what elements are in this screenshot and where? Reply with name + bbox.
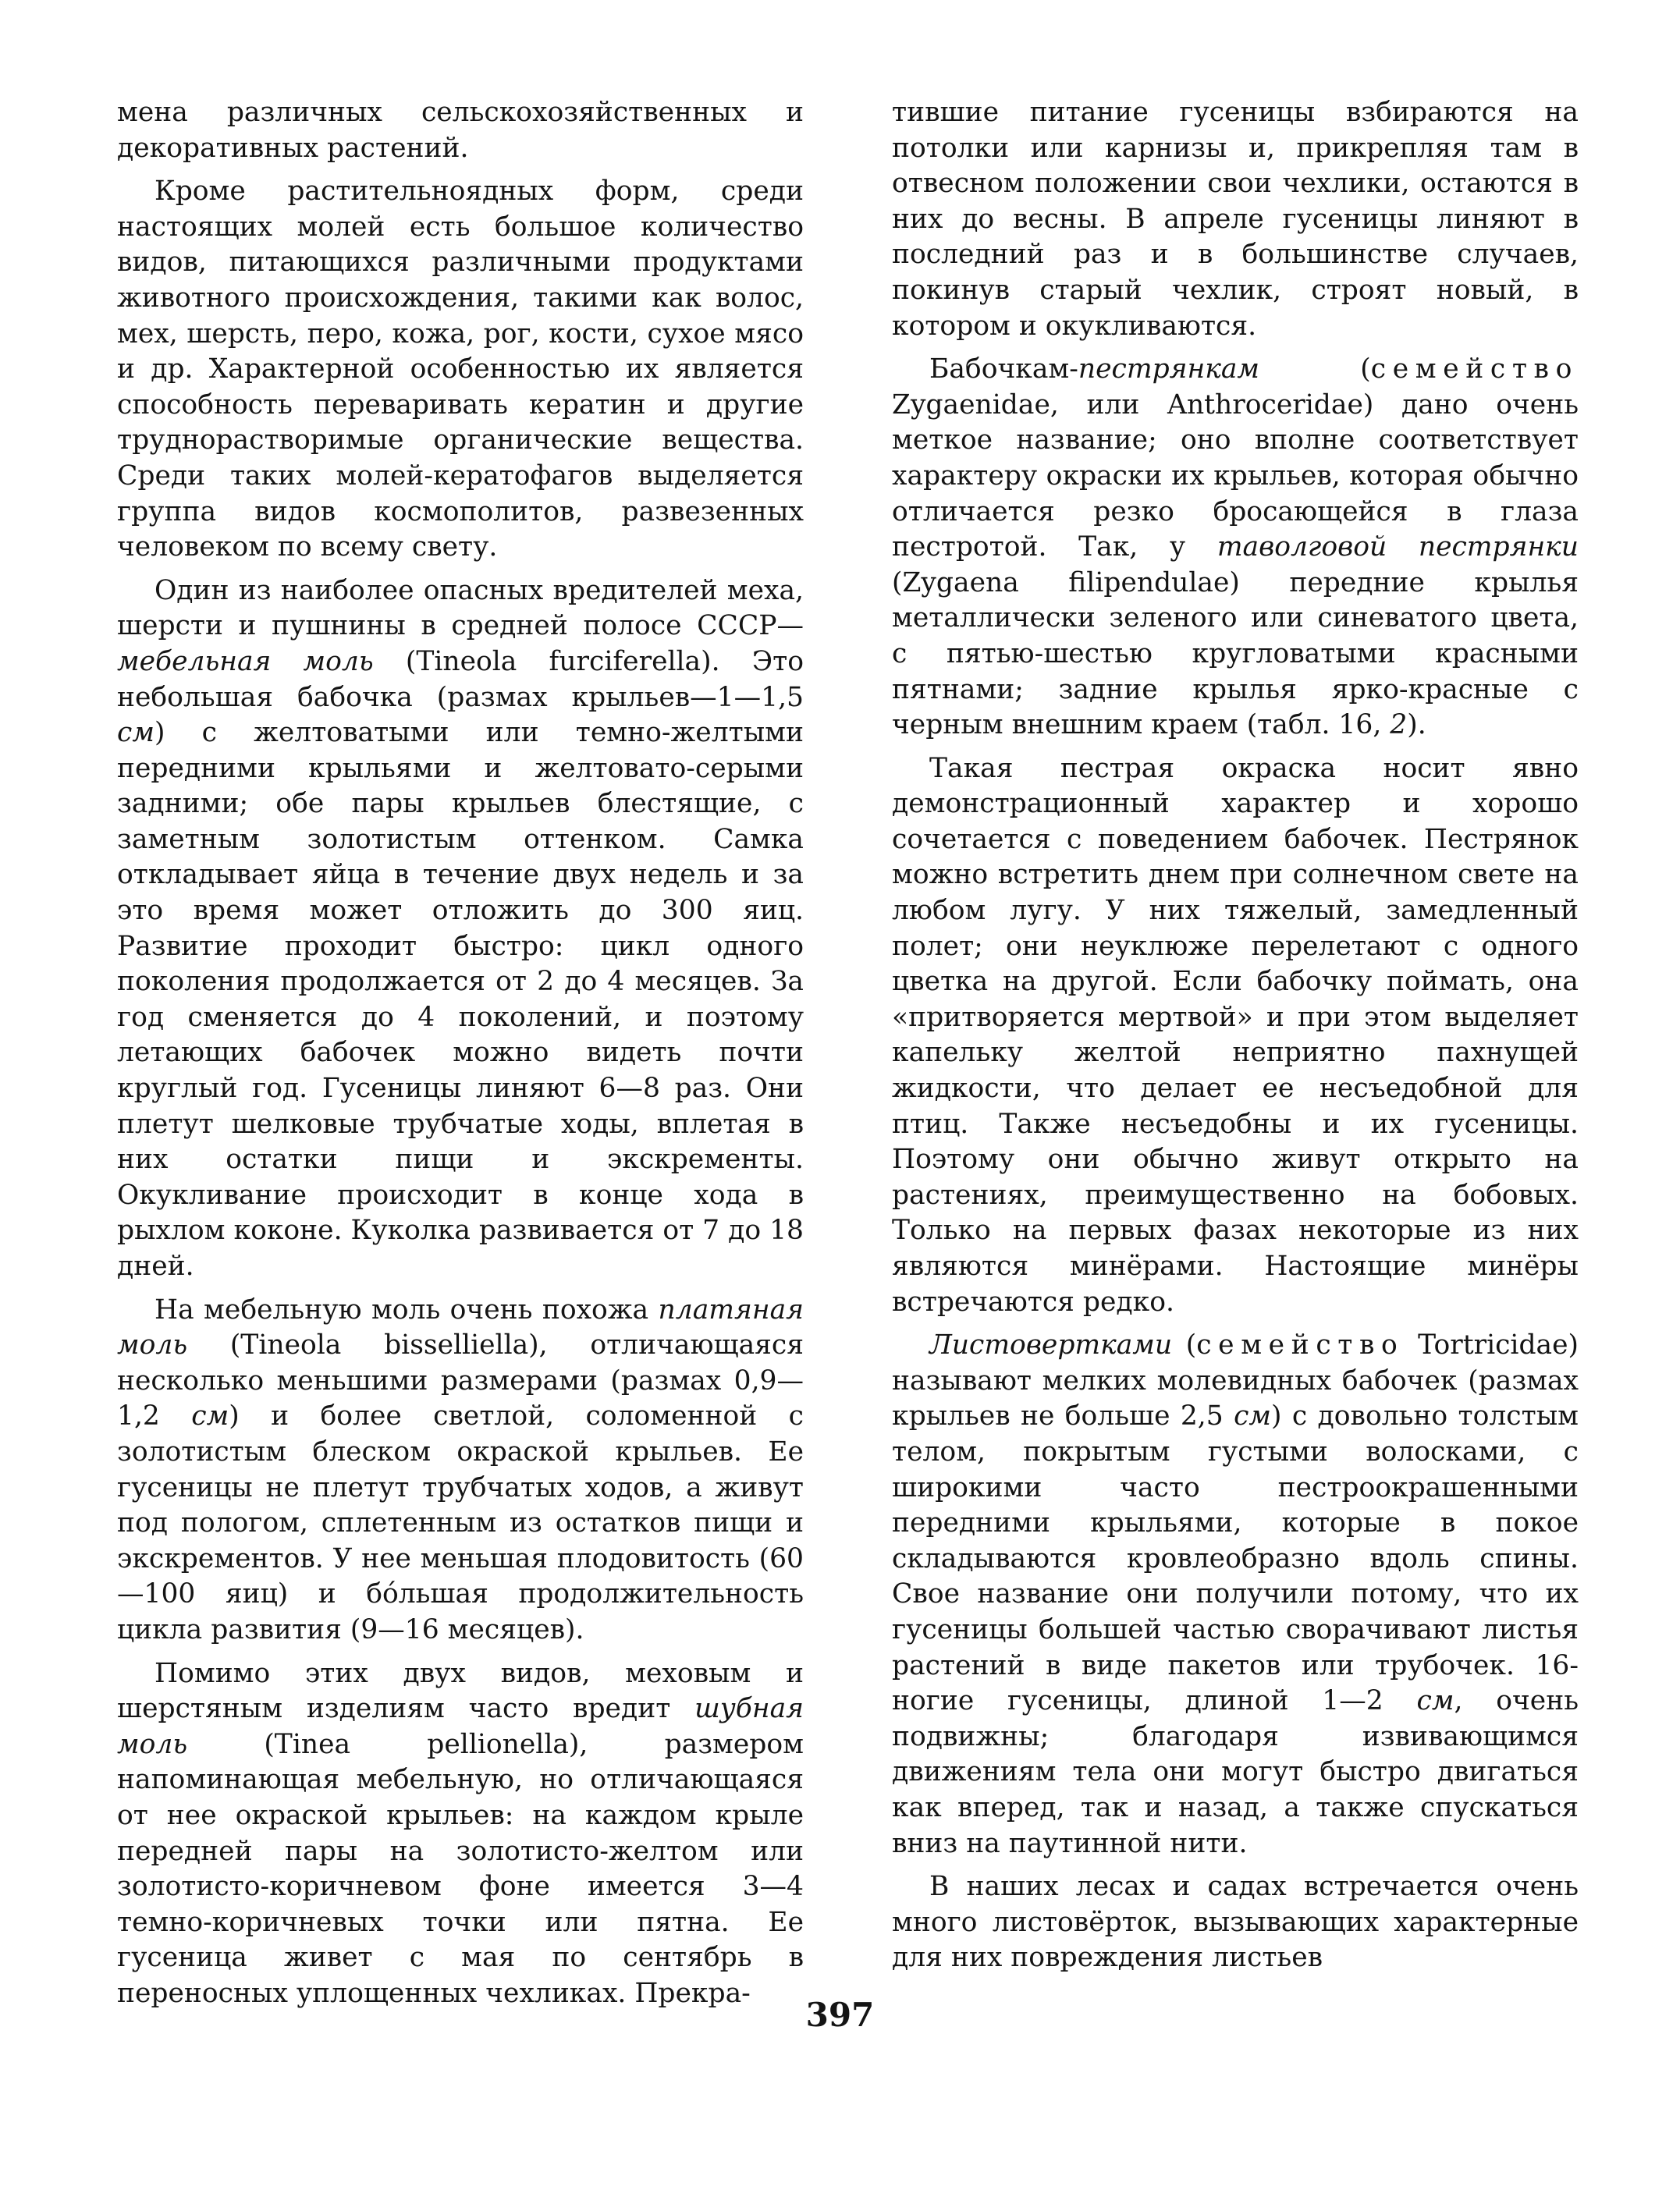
unit: см [117, 717, 155, 749]
species-name: таволговой пестрянки [1216, 531, 1579, 563]
paragraph: Кроме растительноядных форм, среди настоящих молей есть большое количество видов, питающихся различными продуктами животного происхождения, такими как волос, мех, шерсть, перо, кожа, рог, кости, сухое мясо и др. Характерной особенностью их является способность переваривать кератин и другие труднорастворимые органические вещества. Среди таких молей-кератофагов выделяется группа видов космополитов, развезенных человеком по всему свету. [117, 176, 804, 563]
paragraph: В наших лесах и садах встречается очень много листовёрток, вызывающих характерные для них повреждения листьев [892, 1871, 1579, 1974]
unit: см [1234, 1400, 1272, 1432]
spaced-term: семейство [1370, 353, 1579, 385]
paragraph: Бабочкам-пестрянкам (семейство Zygaenidae, или Anthroceridae) дано очень меткое название; оно вполне соответствует характеру окраски их крыльев, которая обычно отличается резко бросающейся в глаза пестротой. Так, у таволговой пестрянки (Zygaena filipendulae) передние крылья металлически зеленого или синеватого цвета, с пятью-шестью кругловатыми красными пятнами; задние крылья ярко-красные с черным внешним краем (табл. 16, 2). [892, 353, 1579, 741]
family-name: пестрянкам [1078, 353, 1260, 385]
unit: см [1416, 1685, 1454, 1717]
family-name: Листовертками [929, 1329, 1173, 1361]
paragraph: Такая пестрая окраска носит явно демонстрационный характер и хорошо сочетается с поведением бабочек. Пестрянок можно встретить днем при солнечном свете на любом лугу. У них тяжелый, замедленный полет; они неуклюже перелетают с одного цветка на другой. Если бабочку поймать, она «притворяется мертвой» и при этом выделяет капельку желтой неприятно пахнущей жидкости, что делает ее несъедобной для птиц. Также несъедобны и их гусеницы. Поэтому они обычно живут открыто на растениях, преимущественно на бобовых. Только на первых фазах некоторые из них являются минёрами. Настоящие минёры встречаются редко. [892, 752, 1579, 1318]
right-text-column [892, 95, 1579, 1976]
left-text-column [117, 95, 804, 2011]
unit: см [191, 1400, 229, 1432]
page-number: 397 [805, 1996, 875, 2034]
paragraph: Помимо этих двух видов, меховым и шерстяным изделиям часто вредит шубная моль (Tinea pellionella), размером напоминающая мебельную, но отличающаяся от нее окраской крыльев: на каждом крыле передней пары на золотисто-желтом или золотисто-коричневом фоне имеется 3—4 темно-коричневых точки или пятна. Ее гусеница живет с мая по сентябрь в переносных уплощенных чехликах. Прекра- [117, 1657, 804, 2009]
paragraph: тившие питание гусеницы взбираются на потолки или карнизы и, прикрепляя там в отвесном положении свои чехлики, остаются в них до весны. В апреле гусеницы линяют в последний раз и в большинстве случаев, покинув старый чехлик, строят новый, в котором и окукливаются. [892, 97, 1579, 342]
species-name: мебельная моль [117, 645, 374, 677]
paragraph: Листовертками (семейство Tortricidae) называют мелких молевидных бабочек (размах крыльев не больше 2,5 см) с довольно толстым телом, покрытым густыми волосками, с широкими часто пестроокрашенными передними крыльями, которые в покое складываются кровлеобразно вдоль спины. Свое название они получили потому, что их гусеницы большей частью сворачивают листья растений в виде пакетов или трубочек. 16-ногие гусеницы, длиной 1—2 см, очень подвижны; благодаря извивающимся движениям тела они могут быстро двигаться как вперед, так и назад, а также спускаться вниз на паутинной нити. [892, 1329, 1579, 1859]
species-name: шубная моль [117, 1693, 804, 1760]
paragraph: На мебельную моль очень похожа платяная моль (Tineola bisselliella), отличающаяся несколько меньшими размерами (размах 0,9—1,2 см) и более светлой, соломенной с золотистым блеском окраской крыльев. Ее гусеницы не плетут трубчатых ходов, а живут под пологом, сплетенным из остатков пищи и экскрементов. У нее меньшая плодовитость (60—100 яиц) и бо́льшая продолжительность цикла развития (9—16 месяцев). [117, 1294, 804, 1645]
figure-ref: 2 [1390, 709, 1408, 741]
paragraph: Один из наиболее опасных вредителей меха, шерсти и пушнины в средней полосе СССР—мебельная моль (Tineola furciferella). Это небольшая бабочка (размах крыльев—1—1,5 см) с желтоватыми или темно-желтыми передними крыльями и желтовато-серыми задними; обе пары крыльев блестящие, с заметным золотистым оттенком. Самка откладывает яйца в течение двух недель и за это время может отложить до 300 яиц. Развитие проходит быстро: цикл одного поколения продолжается от 2 до 4 месяцев. За год сменяется до 4 поколений, и поэтому летающих бабочек можно видеть почти круглый год. Гусеницы линяют 6—8 раз. Они плетут шелковые трубчатые ходы, вплетая в них остатки пищи и экскременты. Окукливание происходит в конце хода в рыхлом коконе. Куколка развивается от 7 до 18 дней. [117, 574, 804, 1282]
paragraph: мена различных сельскохозяйственных и декоративных растений. [117, 97, 804, 164]
spaced-term: семейство [1196, 1329, 1405, 1361]
species-name: платяная моль [117, 1294, 804, 1361]
